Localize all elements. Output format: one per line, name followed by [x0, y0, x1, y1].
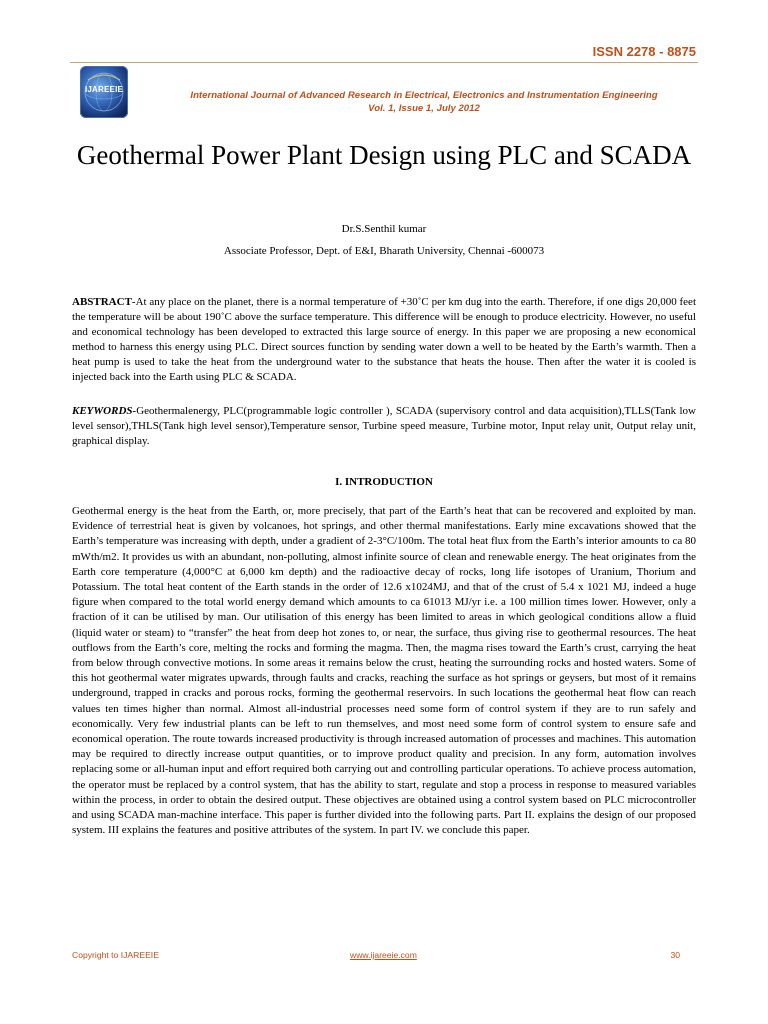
abstract-text: -At any place on the planet, there is a normal temperature of +30˚C per km dug into the earth. Therefore, if one digs 20,000 feet the temperature will be about 190˚C above the surface temperature. This difference will be enough to produce electricity. However, no useful and economical technology has been developed to extracted this large source of energy. In this paper we are proposing a new economical method to harness this energy using PLC. Direct sources function by sending water down a well to be heated by the Earth’s warmth. Then a heat pump is used to take the heat from the underground water to the substance that heats the house. Then after the water it is cooled is injected back into the Earth using PLC & SCADA.	[72, 296, 696, 383]
abstract-label: ABSTRACT	[72, 296, 132, 308]
footer-page-number: 30	[670, 950, 680, 960]
abstract	[72, 295, 696, 385]
keywords-text: Geothermalenergy, PLC(programmable logic controller ), SCADA (supervisory control and data acquisition),TLLS(Tank low level sensor),THLS(Tank high level sensor),Temperature sensor, Turbine speed measure, Turbine motor, Input relay unit, Output relay unit, graphical display.	[72, 405, 696, 447]
issn-number: ISSN 2278 - 8875	[592, 44, 696, 59]
keywords-label: KEYWORDS-	[72, 405, 137, 417]
keywords	[72, 404, 696, 449]
journal-header	[140, 89, 708, 115]
footer-copyright: Copyright to IJAREEIE	[72, 950, 159, 960]
section-heading-introduction: I. INTRODUCTION	[335, 476, 433, 488]
header-divider	[70, 62, 698, 63]
paper-title: Geothermal Power Plant Design using PLC and SCADA	[76, 140, 692, 170]
author-name: Dr.S.Senthil kumar	[341, 223, 427, 235]
journal-name: International Journal of Advanced Research in Electrical, Electronics and Instrumentation Engineering	[190, 90, 658, 101]
author-affiliation: Associate Professor, Dept. of E&I, Bharath University, Chennai -600073	[223, 245, 545, 257]
introduction-paragraph: Geothermal energy is the heat from the Earth, or, more precisely, that part of the Earth’s heat that can be recovered and exploited by man. Evidence of terrestrial heat is given by volcanoes, hot springs, and other thermal manifestations. Early mine excavations showed that the Earth’s temperature was increasing with depth, under a gradient of 2-3°C/100m. The total heat flux from the Earth’s interior amounts to ca 80 mWth/m2. It provides us with an abundant, non-polluting, almost infinite source of clean and renewable energy. The heat originates from the Earth core temperature (4,000°C at 6,000 km depth) and the radioactive decay of rocks, long life isotopes of Uranium, Thorium and Potassium. The total heat content of the Earth stands in the order of 12.6 x1024MJ, and that of the crust of 5.4 x 1021 MJ, indeed a huge figure when compared to the total world energy demand which amounts to ca 61013 MJ/yr i.e. a 100 million times lower. However, only a fraction of it can be utilised by man. Our utilisation of this energy has been limited to areas in which geological conditions allow a fluid (liquid water or steam) to “transfer” the heat from deep hot zones to, or near, the surface, thus giving rise to geothermal resources. The heat outflows from the Earth’s core, melting the rocks and forming the magma. Then, the magma rises toward the Earth’s crust, carrying the heat from below through convective motions. In some areas it remains below the crust, heating the surrounding rocks and hosted waters. Some of this hot geothermal water migrates upwards, through faults and cracks, reaching the surface as hot springs or geysers, but most of it remains underground, trapped in cracks and porous rocks, forming the geothermal reservoirs. In such locations the geothermal heat flow can reach values ten times higher than normal. Almost all-industrial processes need some form of control system if they are to run safely and economically. Very few industrial plants can be left to run themselves, and most need some form of control system to ensure safe and economical operation. The route towards increased productivity is through increased automation of processes and machines. This automation may be required to directly increase output quantities, or to improve product quality and precision. In any form, automation involves replacing some or all-human input and effort required both carrying out and controlling particular operations. To achieve process automation, the operator must be replaced by a control system, that has the ability to start, regulate and stop a process in response to measured variables within the process, in order to obtain the desired output. These objectives are obtained using a control system based on PLC microcontroller and using SCADA man-machine interface. This paper is further divided into the following parts. Part II. explains the design of our proposed system. III explains the features and positive attributes of the system. In part IV. we conclude this paper.	[72, 505, 696, 837]
logo-text: IJAREEIE	[84, 85, 124, 94]
journal-volume: Vol. 1, Issue 1, July 2012	[368, 103, 480, 114]
footer-website-link[interactable]: www.ijareeie.com	[350, 950, 417, 960]
journal-logo	[80, 66, 128, 118]
